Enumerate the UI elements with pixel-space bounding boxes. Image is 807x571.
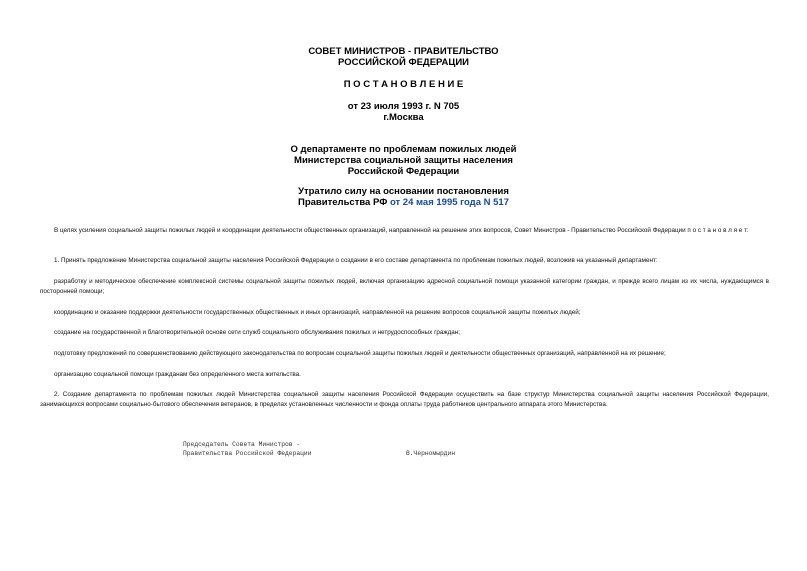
paragraph-2: 2. Создание департамента по проблемам пожилых людей Министерства социальной защиты населения Российской Федерации осуществить на базе структур Министерства социальной защиты населения Российской Федерации, занимающихся вопросами социально-бытового обеспечения ветеранов, в пределах установленных численности и фонда оплаты труда работников центрального аппарата этого Министерства. <box>40 391 769 408</box>
paragraph-1a: разработку и методическое обеспечение комплексной системы социальной защиты пожилых людей, включая организацию адресной социальной помощи указанной категории граждан, и прежде всего лицам из их числа, нуждающимся в посторонней помощи; <box>40 278 769 295</box>
status-note-line2 <box>0 197 807 208</box>
document-type: П О С Т А Н О В Л Е Н И Е <box>343 79 464 90</box>
paragraph-intro: В целях усиления социальной защиты пожилых людей и координации деятельности общественных организаций, направленной на решение этих вопросов, Совет Министров - Правительство Российской Федерации п о с т а н о в л я е т: <box>54 227 749 234</box>
signature-position-line1: Председатель Совета Министров - <box>183 441 301 448</box>
council-name-line2: РОССИЙСКОЙ ФЕДЕРАЦИИ <box>337 57 469 68</box>
document-date-number: от 23 июля 1993 г. N 705 <box>347 101 460 112</box>
signature-position-line2: Правительства Российской Федерации <box>183 450 312 457</box>
paragraph-1: 1. Принять предложение Министерства социальной защиты населения Российской Федерации о создании в его составе департамента по проблемам пожилых людей, возложив на указанный департамент: <box>54 257 658 264</box>
paragraph-1b: координацию и оказание поддержки деятельности государственных общественных и иных организаций, направленной на решение вопросов социальной защиты пожилых людей; <box>54 309 581 316</box>
signature-name: В.Черномырдин <box>406 450 456 457</box>
document-title-line2: Министерства социальной защиты населения <box>294 155 513 166</box>
status-note-prefix: Правительства РФ <box>298 197 390 208</box>
paragraph-1c: создание на государственной и благотворительной основе сети служб социального обслуживания пожилых и нетрудоспособных граждан; <box>54 329 460 336</box>
paragraph-1d: подготовку предложений по совершенствованию действующего законодательства по вопросам социальной защиты пожилых людей и деятельности общественных организаций, направленной на их решение; <box>54 350 666 357</box>
status-note-line1: Утратило силу на основании постановления <box>298 186 509 197</box>
council-name-line1: СОВЕТ МИНИСТРОВ - ПРАВИТЕЛЬСТВО <box>308 46 499 57</box>
repeal-decree-link[interactable]: от 24 мая 1995 года N 517 <box>389 197 509 208</box>
paragraph-1e: организацию социальной помощи гражданам без определенного места жительства. <box>54 371 301 378</box>
document-city: г.Москва <box>383 112 424 123</box>
document-title-line1: О департаменте по проблемам пожилых людей <box>290 144 517 155</box>
document-title-line3: Российской Федерации <box>347 166 460 177</box>
